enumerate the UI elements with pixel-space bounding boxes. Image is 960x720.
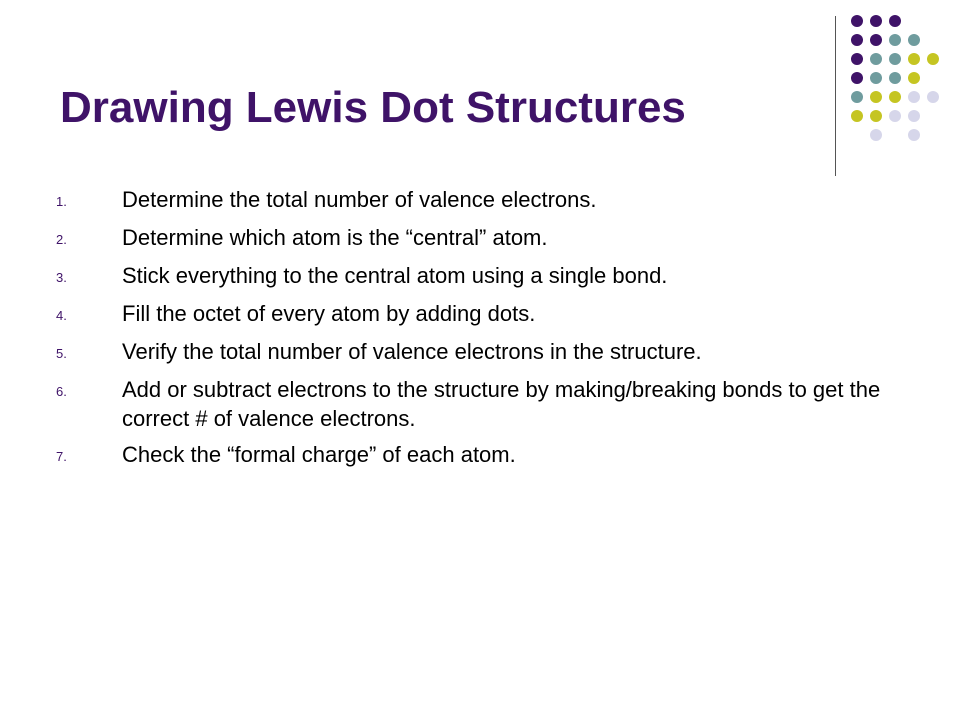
step-text: Check the “formal charge” of each atom.: [122, 442, 516, 467]
step-text: Stick everything to the central atom using a single bond.: [122, 263, 668, 288]
decor-dot: [870, 34, 882, 46]
decor-dot: [851, 72, 863, 84]
step-number: 4.: [56, 308, 67, 323]
list-item: [56, 440, 896, 471]
decor-dot: [870, 129, 882, 141]
step-number: 3.: [56, 270, 67, 285]
decor-dot: [908, 53, 920, 65]
decor-dot: [851, 110, 863, 122]
decor-dot: [889, 110, 901, 122]
step-text: Fill the octet of every atom by adding dots.: [122, 301, 536, 326]
decor-dot: [851, 53, 863, 65]
decor-dot: [927, 53, 939, 65]
step-number: 2.: [56, 232, 67, 247]
decor-dot: [889, 53, 901, 65]
decor-dot: [870, 91, 882, 103]
title-divider: [835, 16, 836, 176]
decor-dot: [889, 34, 901, 46]
step-text: Verify the total number of valence electrons in the structure.: [122, 339, 702, 364]
list-item: [56, 261, 896, 292]
decor-dot: [851, 15, 863, 27]
decor-dot: [851, 34, 863, 46]
step-text: Add or subtract electrons to the structure by making/breaking bonds to get the correct # of valence electrons.: [122, 377, 881, 431]
decor-dot: [908, 34, 920, 46]
decor-dot: [908, 129, 920, 141]
decor-dot: [870, 53, 882, 65]
decor-dot: [908, 110, 920, 122]
decor-dot: [870, 72, 882, 84]
decor-dot: [870, 110, 882, 122]
step-number: 5.: [56, 346, 67, 361]
decor-dot: [889, 15, 901, 27]
step-text: Determine the total number of valence electrons.: [122, 187, 597, 212]
step-text: Determine which atom is the “central” atom.: [122, 225, 548, 250]
list-item: [56, 337, 896, 368]
decor-dot: [870, 15, 882, 27]
decor-dot: [908, 72, 920, 84]
step-number: 6.: [56, 384, 67, 399]
steps-list: [56, 185, 896, 478]
dot-grid-icon: [851, 15, 951, 155]
step-number: 1.: [56, 194, 67, 209]
list-item: [56, 223, 896, 254]
decor-dot: [889, 72, 901, 84]
slide-title: Drawing Lewis Dot Structures: [60, 83, 686, 132]
list-item: [56, 299, 896, 330]
list-item: [56, 375, 896, 433]
step-number: 7.: [56, 449, 67, 464]
decor-dot: [927, 91, 939, 103]
decor-dot: [908, 91, 920, 103]
decor-dot: [851, 91, 863, 103]
list-item: [56, 185, 896, 216]
decor-dot: [889, 91, 901, 103]
